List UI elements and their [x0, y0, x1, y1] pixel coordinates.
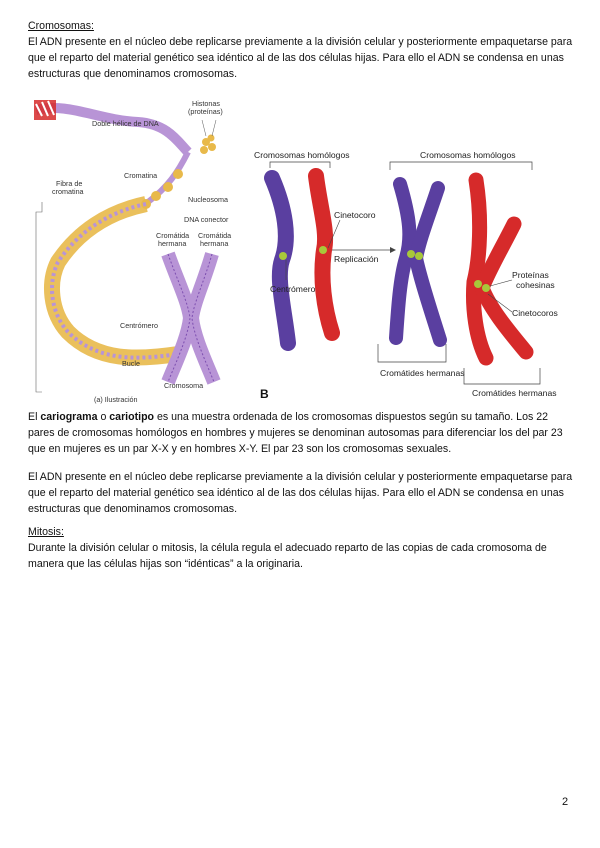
nucleosome-chain [141, 152, 188, 209]
label-sister-2b: hermana [200, 239, 229, 248]
label-centromere: Centrómero [120, 321, 158, 330]
panel-label-b: B [260, 387, 269, 400]
section-heading-cromosomas: Cromosomas: [28, 20, 94, 32]
label-kinetochore: Cinetocoro [334, 210, 376, 220]
label-fiber: Fibra de [56, 179, 83, 188]
intro-paragraph: El ADN presente en el núcleo debe replicarse previamente a la división celular y posteriormente empaquetarse para que el reparto del material genético sea idéntico al de las dos células hijas. Para ello el ADN se condensa en unas estructuras que denominamos cromosomas. [28, 36, 573, 80]
replicated-red-pair [474, 180, 527, 358]
label-kinetochores: Cinetocoros [512, 308, 558, 318]
label-dna-connector: DNA conector [184, 215, 229, 224]
page-number: 2 [562, 796, 569, 808]
homolog-red-left [316, 176, 332, 333]
label-nucleosome: Nucleosoma [188, 195, 228, 204]
karyotype-lead: El [28, 411, 41, 423]
term-cariotipo: cariotipo [109, 411, 155, 423]
chromosome-replication-diagram [250, 148, 580, 400]
figure-a-caption: (a) Ilustración [94, 395, 138, 404]
karyotype-paragraph [28, 409, 576, 457]
label-sisters-2: Cromátides hermanas [472, 388, 557, 398]
label-cohesins-2: cohesinas [516, 280, 555, 290]
term-cariograma: cariograma [40, 411, 98, 423]
label-sister-1: Cromátida [156, 231, 190, 240]
label-centromere-b: Centrómero [270, 284, 316, 294]
label-histones-sub: (proteínas) [188, 107, 223, 116]
label-sister-1b: hermana [158, 239, 187, 248]
repeat-paragraph: El ADN presente en el núcleo debe replicarse previamente a la división celular y posteriormente empaquetarse para que el reparto del material genético sea idéntico al de las dos células hijas. Para ello el ADN se condensa en unas estructuras que denominamos cromosomas. [28, 471, 573, 515]
label-loop: Bucle [122, 359, 140, 368]
karyotype-mid: o [97, 411, 110, 423]
replicated-purple-pair [396, 184, 440, 340]
label-sister-2: Cromátida [198, 231, 232, 240]
label-chromatin: Cromatina [124, 171, 158, 180]
mitosis-paragraph: Durante la división celular o mitosis, la célula regula el adecuado reparto de las copias de cada cromosoma de manera que las células hijas son “idénticas” a la originaria. [28, 542, 547, 570]
chromosome-x-graphic [168, 254, 214, 382]
label-homologs-left: Cromosomas homólogos [254, 150, 350, 160]
dna-packaging-illustration [28, 92, 256, 406]
karyotype-rest: es una muestra ordenada de los cromosomas dispuestos según su tamaño. Los 22 pares de cromosomas homólogos en hombres y mujeres se denominan autosomas para diferenciar los del par 23 que en mujeres es un par X-X y en hombres X-Y. El par 23 son los cromosomas sexuales. [28, 411, 563, 455]
label-homologs-right: Cromosomas homólogos [420, 150, 516, 160]
chromatin-fiber [52, 204, 178, 358]
label-cohesins: Proteínas [512, 270, 549, 280]
section-heading-mitosis: Mitosis: [28, 526, 64, 538]
homolog-purple-left [272, 178, 288, 343]
label-chromosome: Cromosoma [164, 381, 204, 390]
label-double-helix: Doble hélice de DNA [92, 119, 159, 128]
label-replication: Replicación [334, 254, 379, 264]
histone-cluster [200, 120, 216, 154]
label-histones: Histonas [192, 99, 220, 108]
label-sisters-1: Cromátides hermanas [380, 368, 465, 378]
label-fiber-2: cromatina [52, 187, 84, 196]
